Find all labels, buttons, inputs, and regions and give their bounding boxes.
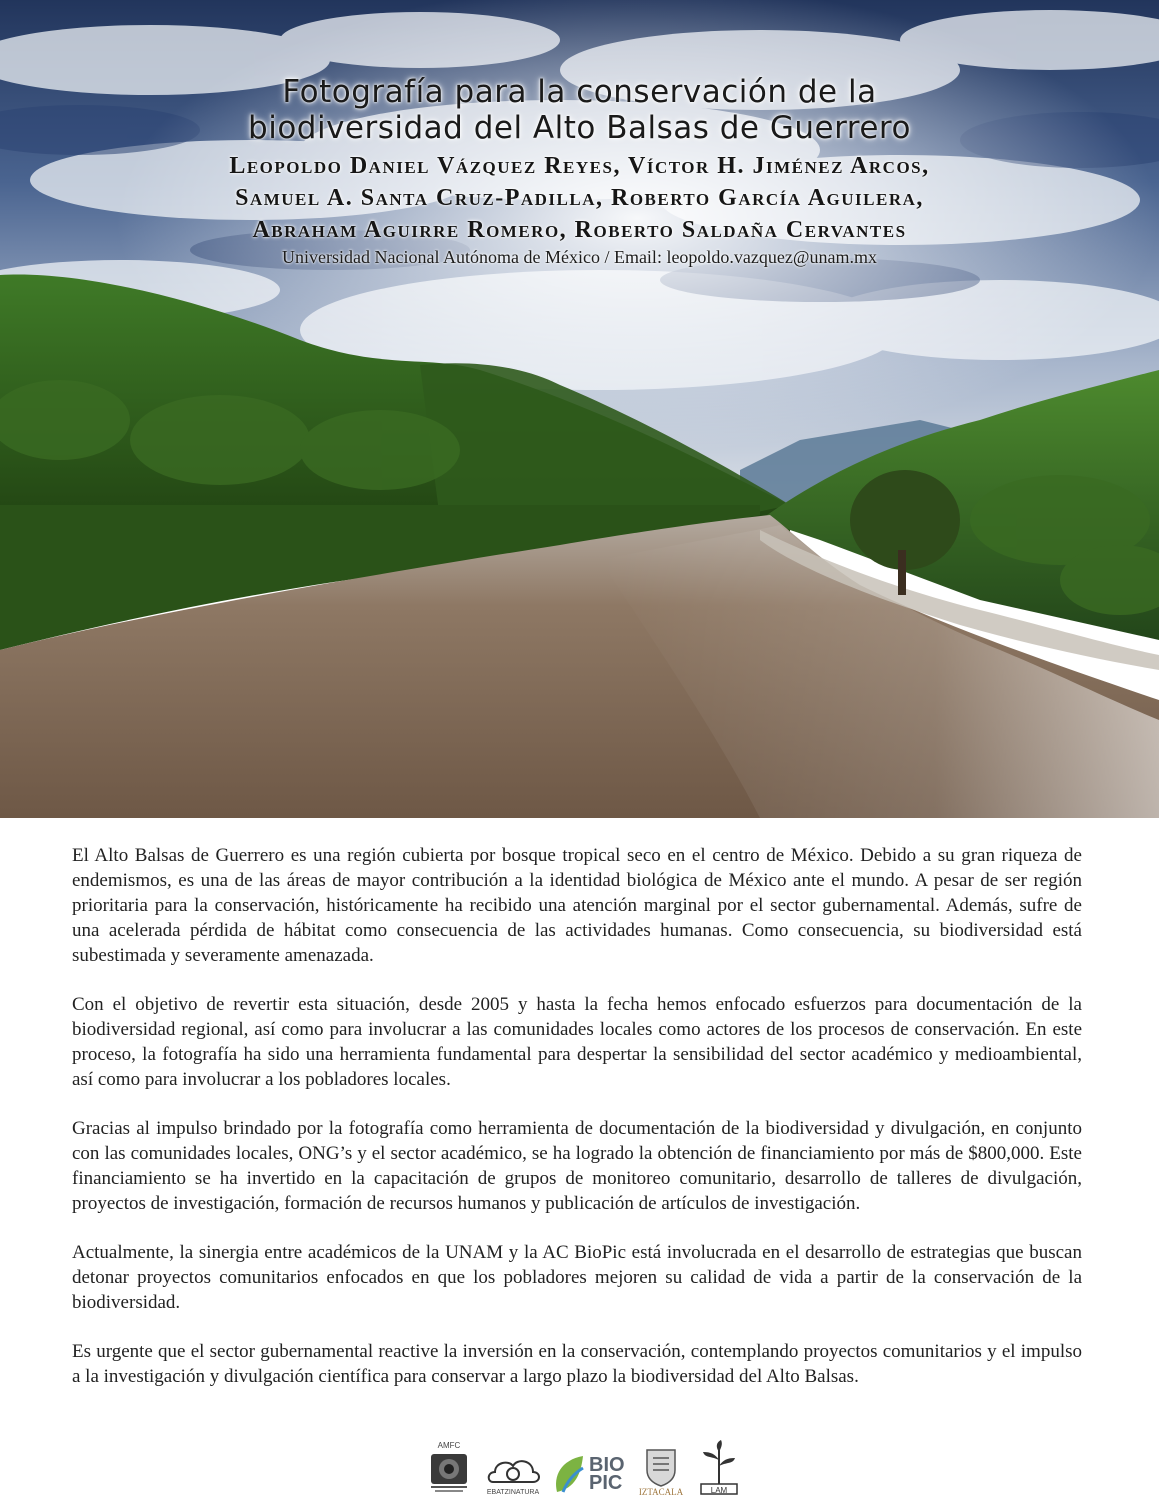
authors-line-1: Leopoldo Daniel Vázquez Reyes, Víctor H. Jiménez Arcos, [229,153,930,179]
title-line-2: biodiversidad del Alto Balsas de Guerrero [248,110,911,146]
biopic-label-1: BIO [589,1454,625,1476]
lam-plant-icon [697,1440,741,1496]
iztacala-label: IZTACALA [638,1487,683,1496]
biopic-logo [553,1452,625,1496]
paragraph: El Alto Balsas de Guerrero es una región cubierta por bosque tropical seco en el centro de México. Debido a su gran riqueza de endemismos, es una de las áreas de mayor contribución a la identidad biológica de México ante el mundo. A pesar de ser región prioritaria para la conservación, históricamente ha recibido una atención marginal por el sector gubernamental. Además, sufre de una acelerada pérdida de hábitat como consecuencia de las actividades humanas. Como consecuencia, su biodiversidad está subestimada y severamente amenazada. [72,845,1082,966]
poster-title [0,74,1159,146]
lam-logo [697,1440,741,1496]
unam-iztacala-logo [637,1446,685,1496]
paragraph: Con el objetivo de revertir esta situación, desde 2005 y hasta la fecha hemos enfocado esfuerzos para documentación de la biodiversidad regional, así como para involucrar a las comunidades locales como actores de los procesos de conservación. En este proceso, la fotografía ha sido una herramienta fundamental para despertar la sensibilidad del sector académico y medioambiental, así como para involucrar a los pobladores locales. [72,994,1082,1090]
affiliation: Universidad Nacional Autónoma de México / Email: leopoldo.vazquez@unam.mx [282,247,877,267]
paragraph: Es urgente que el sector gubernamental reactive la inversión en la conservación, contemplando proyectos comunitarios y el impulso a la investigación y divulgación científica para conservar a largo plazo la biodiversidad del Alto Balsas. [72,1341,1082,1387]
amfc-emblem-icon [425,1440,473,1496]
unam-crest-icon [637,1446,685,1496]
lam-label: LAM [710,1486,727,1495]
ebatzinatura-cloud-icon [485,1452,541,1496]
ebatzinatura-label: EBATZINATURA [486,1489,540,1496]
poster-header [0,74,1159,268]
authors-line-2: Samuel A. Santa Cruz-Padilla, Roberto García Aguilera, [235,185,924,211]
authors-line-3: Abraham Aguirre Romero, Roberto Saldaña Cervantes [252,217,907,243]
poster-body [72,843,1082,1413]
paragraph: Actualmente, la sinergia entre académicos de la UNAM y la AC BioPic está involucrada en el desarrollo de estrategias que buscan detonar proyectos comunitarios enfocados en que los pobladores mejoren su calidad de vida a partir de la conservación de la biodiversidad. [72,1242,1082,1313]
authors-list [0,150,1159,246]
biopic-leaf-icon [553,1452,587,1496]
title-line-1: Fotografía para la conservación de la [282,74,877,110]
sponsor-logos [425,1416,741,1496]
amfc-logo [425,1440,473,1496]
paragraph: Gracias al impulso brindado por la fotografía como herramienta de documentación de la biodiversidad y divulgación, en conjunto con las comunidades locales, ONG’s y el sector académico, se ha logrado la obtención de financiamiento por más de $800,000. Este financiamiento se ha invertido en la capacitación de grupos de monitoreo comunitario, desarrollo de talleres de divulgación, proyectos de investigación, formación de recursos humanos y publicación de artículos de investigación. [72,1118,1082,1214]
amfc-label: AMFC [437,1441,461,1450]
biopic-label-2: PIC [589,1472,623,1494]
ebatzinatura-logo [485,1452,541,1496]
